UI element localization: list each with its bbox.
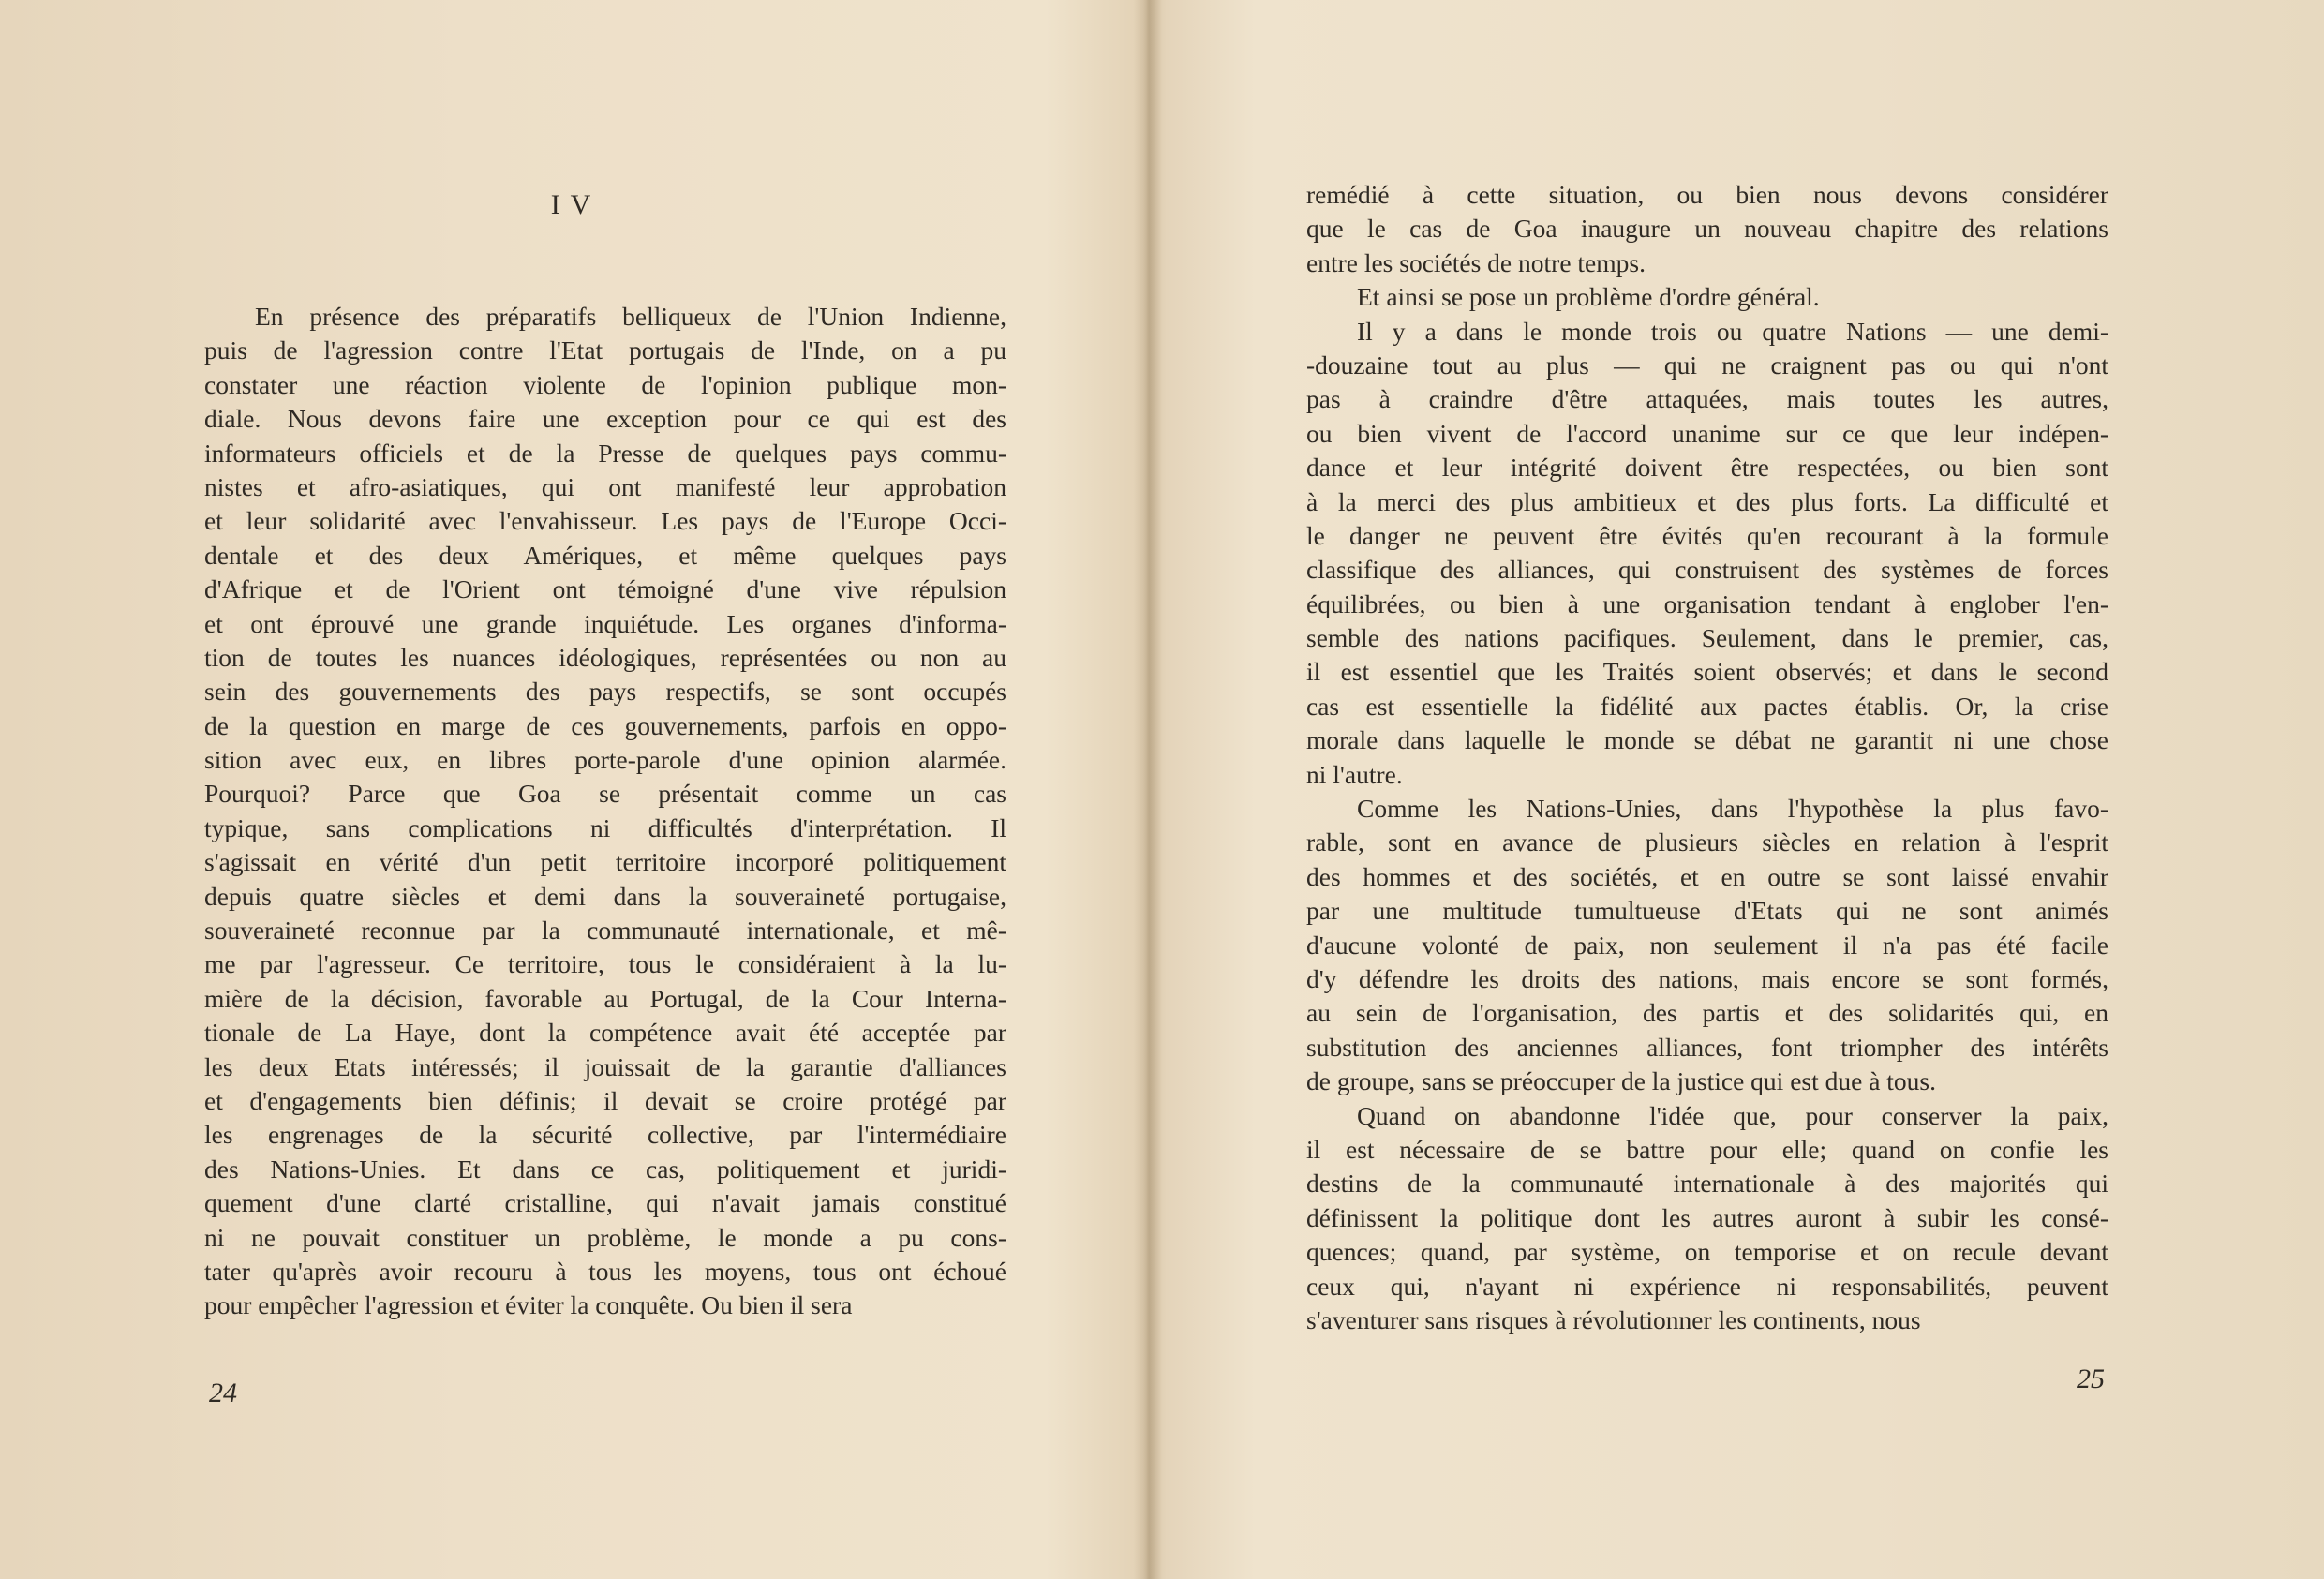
text-line: typique, sans complications ni difficultés d'interprétation. Il [204,812,1006,842]
text-line: Pourquoi? Parce que Goa se présentait comme un cas [204,779,1006,809]
text-line: ni ne pouvait constituer un problème, le monde a pu cons- [204,1222,1006,1252]
text-line: Comme les Nations-Unies, dans l'hypothèse la plus favo- [1357,794,2108,824]
text-line: nistes et afro-asiatiques, qui ont manifesté leur approbation [204,471,1006,501]
text-line: souveraineté reconnue par la communauté internationale, et mê- [204,916,1006,946]
text-line: classifique des alliances, qui construisent des systèmes de forces [1306,555,2108,585]
text-line: les engrenages de la sécurité collective, par l'intermédiaire [204,1120,1006,1150]
text-line: il est nécessaire de se battre pour elle; quand on confie les [1306,1134,2108,1164]
text-line: il est essentiel que les Traités soient observés; et dans le second [1306,657,2108,687]
text-line: tion de toutes les nuances idéologiques, représentées ou non au [204,642,1006,672]
text-line: ou bien vivent de l'accord unanime sur ce que leur indépen- [1306,418,2108,448]
text-line: sition avec eux, en libres porte-parole d'une opinion alarmée. [204,745,1006,775]
text-line: s'agissait en vérité d'un petit territoire incorporé politiquement [204,847,1006,877]
text-line: diale. Nous devons faire une exception pour ce qui est des [204,404,1006,434]
text-line: les deux Etats intéressés; il jouissait de la garantie d'alliances [204,1051,1006,1081]
text-line: tater qu'après avoir recouru à tous les moyens, tous ont échoué [204,1256,1006,1286]
text-line: cas est essentielle la fidélité aux pactes établis. Or, la crise [1306,691,2108,721]
text-line: ceux qui, n'ayant ni expérience ni responsabilités, peuvent [1306,1271,2108,1301]
text-line: -douzaine tout au plus — qui ne craignent pas ou qui n'ont [1306,350,2108,380]
text-line: le danger ne peuvent être évités qu'en recourant à la formule [1306,520,2108,550]
text-line: Quand on abandonne l'idée que, pour conserver la paix, [1357,1100,2108,1130]
text-line: d'y défendre les droits des nations, mais encore se sont formés, [1306,963,2108,993]
text-line: ni l'autre. [1306,759,1403,789]
text-line: définissent la politique dont les autres auront à subir les consé- [1306,1202,2108,1232]
text-line: équilibrées, ou bien à une organisation tendant à englober l'en- [1306,588,2108,618]
text-line: quences; quand, par système, on temporise et on recule devant [1306,1237,2108,1267]
text-line: Il y a dans le monde trois ou quatre Nations — une demi- [1357,316,2108,346]
chapter-heading: I V [550,189,593,220]
text-line: substitution des anciennes alliances, font triompher des intérêts [1306,1032,2108,1062]
text-line: informateurs officiels et de la Presse de quelques pays commu- [204,438,1006,468]
text-line: de la question en marge de ces gouvernements, parfois en oppo- [204,710,1006,740]
text-line: et d'engagements bien définis; il devait se croire protégé par [204,1085,1006,1115]
text-line: et leur solidarité avec l'envahisseur. Les pays de l'Europe Occi- [204,506,1006,536]
page-number-right: 25 [2077,1363,2105,1394]
text-line: à la merci des plus ambitieux et des plus forts. La difficulté et [1306,486,2108,516]
text-line: d'Afrique et de l'Orient ont témoigné d'une vive répulsion [204,574,1006,604]
text-line: destins de la communauté internationale à des majorités qui [1306,1169,2108,1199]
text-line: Et ainsi se pose un problème d'ordre général. [1357,282,1820,312]
text-line: de groupe, sans se préoccuper de la justice qui est due à tous. [1306,1066,1937,1096]
text-line: par une multitude tumultueuse d'Etats qui ne sont animés [1306,896,2108,926]
right-page [1158,0,2324,1579]
text-line: des Nations-Unies. Et dans ce cas, politiquement et juridi- [204,1154,1006,1184]
text-line: que le cas de Goa inaugure un nouveau chapitre des relations [1306,214,2108,244]
text-line: remédié à cette situation, ou bien nous devons considérer [1306,180,2108,209]
text-line: des hommes et des sociétés, et en outre se sont laissé envahir [1306,861,2108,891]
text-line: rable, sont en avance de plusieurs siècles en relation à l'esprit [1306,827,2108,857]
right-page-text [1306,178,2108,1337]
text-line: En présence des préparatifs belliqueux de l'Union Indienne, [255,302,1006,331]
text-line: depuis quatre siècles et demi dans la souveraineté portugaise, [204,881,1006,911]
text-line: mière de la décision, favorable au Portugal, de la Cour Interna- [204,983,1006,1013]
text-line: entre les sociétés de notre temps. [1306,247,1646,277]
text-line: me par l'agresseur. Ce territoire, tous le considéraient à la lu- [204,949,1006,979]
text-line: au sein de l'organisation, des partis et des solidarités qui, en [1306,998,2108,1028]
left-page [0,0,1143,1579]
text-line: s'aventurer sans risques à révolutionner les continents, nous [1306,1304,1921,1334]
text-line: semble des nations pacifiques. Seulement, dans le premier, cas, [1306,623,2108,653]
left-page-text [204,300,1006,1323]
text-line: tionale de La Haye, dont la compétence avait été acceptée par [204,1018,1006,1048]
text-line: constater une réaction violente de l'opinion publique mon- [204,369,1006,399]
text-line: quement d'une clarté cristalline, qui n'avait jamais constitué [204,1188,1006,1218]
text-line: dentale et des deux Amériques, et même quelques pays [204,540,1006,570]
text-line: dance et leur intégrité doivent être respectées, ou bien sont [1306,453,2108,483]
text-line: sein des gouvernements des pays respectifs, se sont occupés [204,677,1006,707]
text-line: puis de l'agression contre l'Etat portugais de l'Inde, on a pu [204,335,1006,365]
text-line: morale dans laquelle le monde se débat ne garantit ni une chose [1306,725,2108,755]
text-line: et ont éprouvé une grande inquiétude. Les organes d'informa- [204,608,1006,638]
text-line: pour empêcher l'agression et éviter la conquête. Ou bien il sera [204,1290,853,1320]
page-number-left: 24 [209,1378,237,1408]
text-line: pas à craindre d'être attaquées, mais toutes les autres, [1306,384,2108,414]
text-line: d'aucune volonté de paix, non seulement il n'a pas été facile [1306,930,2108,960]
